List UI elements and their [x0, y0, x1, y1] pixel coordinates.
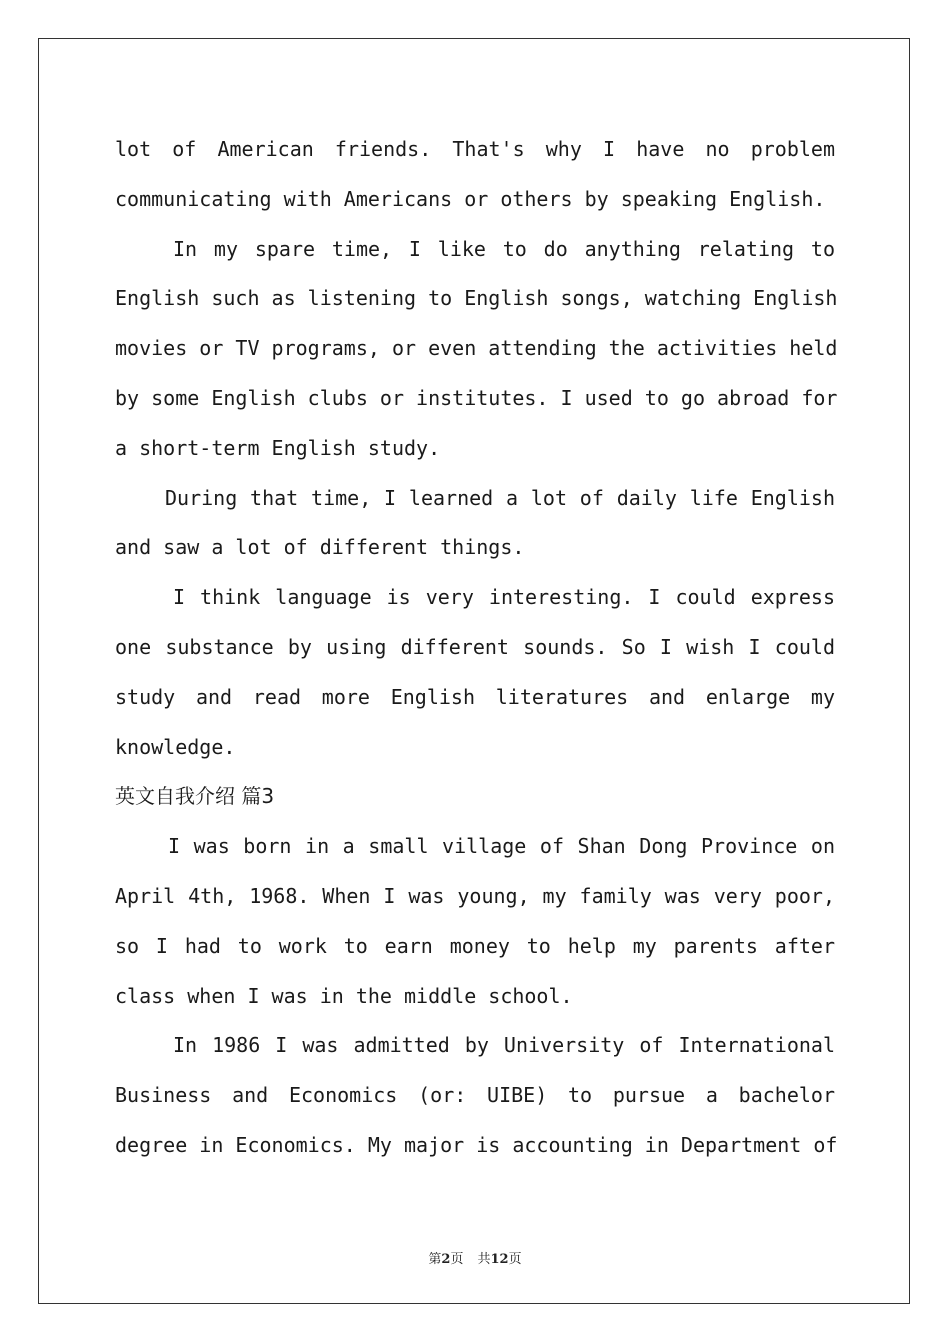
- text-line: April 4th, 1968. When I was young, my family was very poor,: [115, 883, 835, 908]
- text-line: lot of American friends. That's why I have no problem: [115, 137, 835, 161]
- page-footer: [0, 1248, 950, 1267]
- paragraph-5: [115, 822, 835, 1021]
- text-line: class when I was in the middle school.: [115, 983, 573, 1008]
- text-line: knowledge.: [115, 734, 236, 759]
- total-suffix: 页: [508, 1252, 522, 1267]
- total-pages: 12: [490, 1252, 509, 1267]
- total-prefix: 共: [477, 1252, 491, 1267]
- paragraph-4: [115, 573, 835, 772]
- text-line: English such as listening to English songs, watching English: [115, 286, 838, 311]
- text-line: study and read more English literatures and enlarge my: [115, 684, 835, 709]
- text-line: In 1986 I was admitted by University of International: [173, 1033, 835, 1058]
- text-line: In my spare time, I like to do anything relating to: [173, 236, 835, 261]
- document-body: [115, 125, 838, 1171]
- text-line: a short-term English study.: [115, 435, 441, 460]
- text-line: communicating with Americans or others by speaking English.: [115, 186, 826, 211]
- paragraph-3: [115, 474, 835, 574]
- text-line: by some English clubs or institutes. I used to go abroad for: [115, 385, 838, 410]
- page-suffix: 页: [450, 1252, 464, 1267]
- text-line: degree in Economics. My major is accounting in Department of: [115, 1132, 838, 1157]
- text-line: Business and Economics (or: UIBE) to pursue a bachelor: [115, 1083, 835, 1108]
- page-prefix: 第: [428, 1252, 442, 1267]
- text-line: so I had to work to earn money to help my parents after: [115, 933, 835, 958]
- text-line: and saw a lot of different things.: [115, 535, 525, 560]
- paragraph-6: [115, 1021, 838, 1170]
- paragraph-1: [115, 125, 835, 225]
- paragraph-2: [115, 225, 838, 474]
- text-line: movies or TV programs, or even attending the activities held: [115, 336, 838, 361]
- text-line: one substance by using different sounds. So I wish I could: [115, 634, 835, 659]
- text-line: During that time, I learned a lot of daily life English: [165, 485, 835, 510]
- text-line: I think language is very interesting. I could express: [173, 585, 835, 610]
- section-heading: 英文自我介绍 篇3: [115, 784, 275, 809]
- page-number: 2: [441, 1252, 451, 1267]
- text-line: I was born in a small village of Shan Dong Province on: [168, 834, 835, 859]
